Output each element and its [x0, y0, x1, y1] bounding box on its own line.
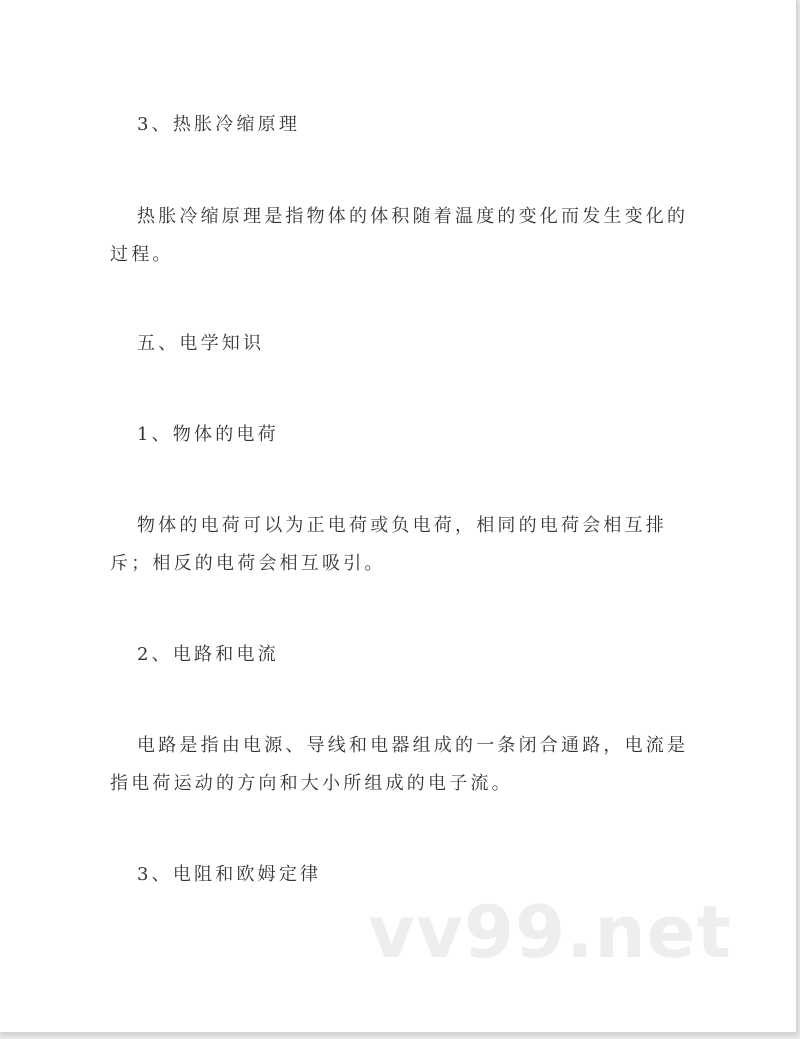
subheading-circuit-current: 2、电路和电流	[137, 644, 279, 665]
paragraph-electric-charge: 物体的电荷可以为正电荷或负电荷，相同的电荷会相互排斥；相反的电荷会相互吸引。	[110, 515, 667, 574]
subheading-electric-charge: 1、物体的电荷	[137, 424, 279, 445]
subheading-thermal-expansion: 3、热胀冷缩原理	[137, 114, 301, 135]
section-heading-electricity: 五、电学知识	[137, 333, 265, 354]
paragraph-circuit-current: 电路是指由电源、导线和电器组成的一条闭合通路，电流是指电荷运动的方向和大小所组成的电子流。	[110, 735, 689, 794]
subheading-resistance-ohms-law: 3、电阻和欧姆定律	[137, 864, 322, 885]
watermark: vv99.net	[368, 890, 732, 974]
paragraph-thermal-expansion: 热胀冷缩原理是指物体的体积随着温度的变化而发生变化的过程。	[110, 206, 689, 265]
